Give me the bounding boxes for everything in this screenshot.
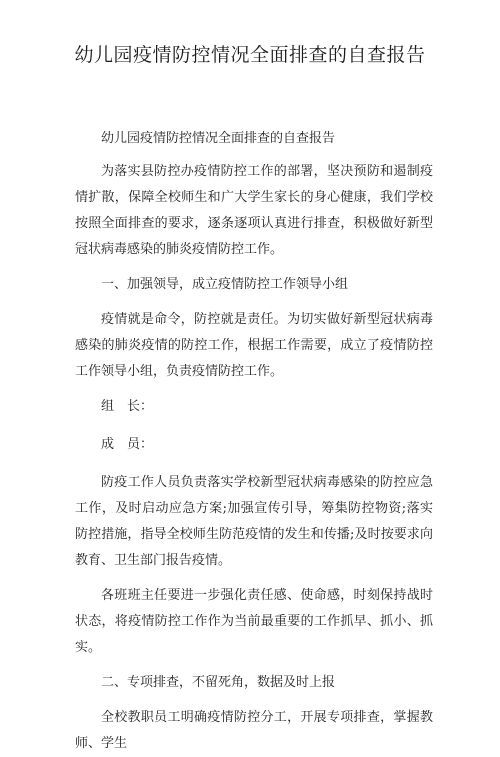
team-members-label: 成 员： [101, 437, 154, 452]
document-body [75, 126, 433, 757]
section-heading-2: 二、专项排查，不留死角，数据及时上报 [101, 675, 336, 690]
staff-duties-paragraph: 防疫工作人员负责落实学校新型冠状病毒感染的防控应急工作，及时启动应急方案;加强宣传引导，筹集防控物资;落实防控措施，指导全校师生防范疫情的发生和传播;及时按要求向教育、卫生部门报告疫情。 [75, 475, 433, 568]
section-2-paragraph: 全校教职员工明确疫情防控分工，开展专项排查，掌握教师、学生 [75, 710, 433, 751]
document-title: 幼儿园疫情防控情况全面排查的自查报告 [74, 44, 426, 66]
intro-paragraph: 为落实县防控办疫情防控工作的部署，坚决预防和遏制疫情扩散，保障全校师生和广大学生家长的身心健康，我们学校按照全面排查的要求，逐条逐项认真进行排查，积极做好新型冠状病毒感染的肺炎疫情防控工作。 [75, 164, 433, 257]
body-subtitle: 幼儿园疫情防控情况全面排查的自查报告 [101, 131, 336, 146]
section-1-paragraph: 疫情就是命令，防控就是责任。为切实做好新型冠状病毒感染的肺炎疫情的防控工作，根据工作需要，成立了疫情防控工作领导小组，负责疫情防控工作。 [75, 312, 433, 379]
class-teacher-paragraph: 各班班主任要进一步强化责任感、使命感，时刻保持战时状态，将疫情防控工作作为当前最重要的工作抓早、抓小、抓实。 [75, 588, 433, 655]
section-heading-1: 一、加强领导，成立疫情防控工作领导小组 [101, 277, 349, 292]
team-leader-label: 组 长： [101, 399, 154, 414]
